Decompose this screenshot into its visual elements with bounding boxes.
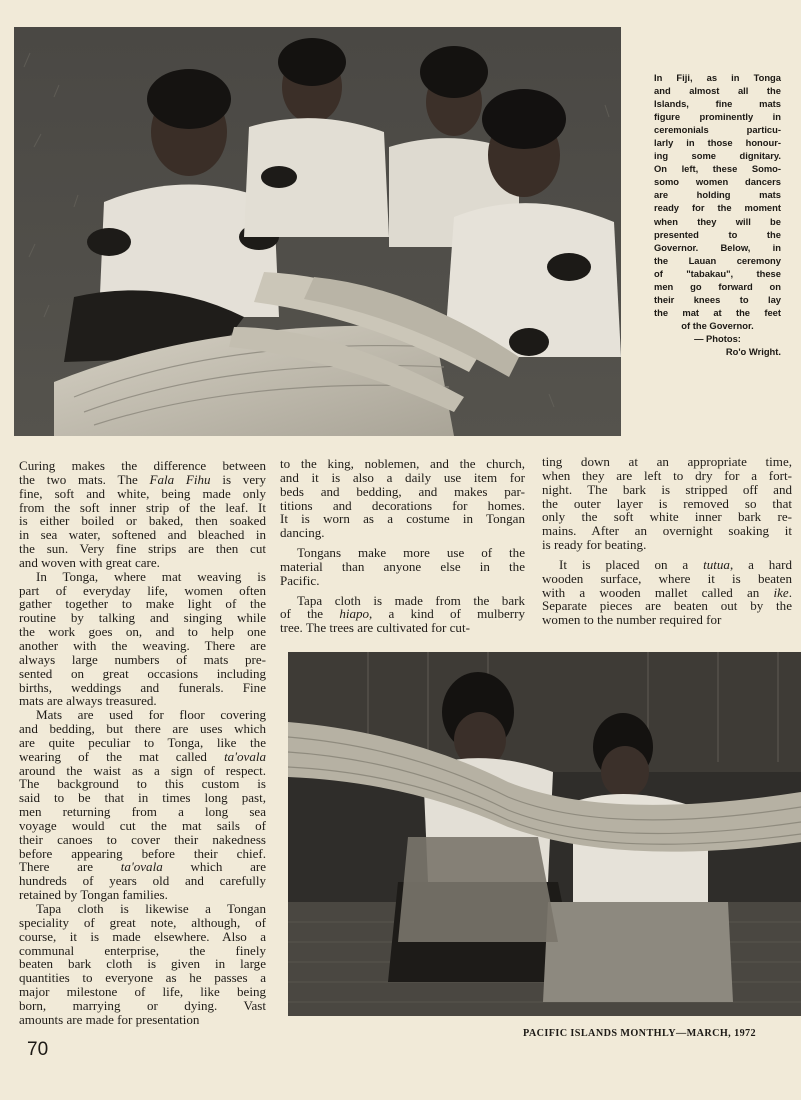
caption-line: somo women dancers [654,176,781,188]
caption-line: men go forward on [654,280,781,292]
article-text-line: material than anyone else in the [280,558,525,574]
article-text-line: Mats are used for floor covering [36,707,266,723]
caption-line: ing some dignitary. [654,150,781,162]
article-column-1 [19,459,266,1027]
caption-line: the mat at the feet [654,306,781,318]
article-text-line: fine, soft and white, being made only [19,485,266,501]
article-text-line: amounts are made for presentation [19,1011,200,1027]
article-text-line: course, it is made elsewhere. Also a [19,928,266,944]
article-text-line: titions and decorations for homes. [280,497,525,513]
photo-women-dancers-image [14,27,621,436]
article-text-line: with a wooden mallet called an ike. [542,584,792,600]
article-text-line: of the hiapo, a kind of mulberry [280,606,525,622]
article-text-line: in sea water, softened and bleached in [19,527,266,543]
article-text-line: Tapa cloth is made from the bark [297,592,525,608]
article-text-line: In Tonga, where mat weaving is [36,568,266,584]
photo-men-kneeling-image [288,652,801,1016]
article-text-line: from the soft inner strip of the leaf. It [19,499,266,515]
article-text-line: the work goes on, and to help one [19,624,266,640]
caption-line: are holding mats [654,189,781,201]
article-text-line: hundreds of years old and carefully [19,873,266,889]
article-text-line: their canoes to cover their nakedness [19,831,266,847]
article-text-line: men returning from a long sea [19,804,266,820]
article-text-line: are quite peculiar to Tonga, like the [19,734,266,750]
article-text-line: wooden surface, where it is beaten [542,570,792,586]
article-text-line: Separate pieces are beaten out by the [542,598,792,614]
article-text-line: Tongans make more use of the [297,545,525,561]
photo-women-dancers-with-mats [14,27,621,436]
article-text-line: beds and bedding, and makes par- [280,483,525,499]
caption-line: of "tabakau", these [654,267,781,279]
article-text-line: speciality of great note, although, of [19,914,266,930]
article-text-line: mains. After an overnight soaking it [542,523,792,539]
article-text-line: and woven with great care. [19,554,160,570]
article-text-line: always large numbers of mats pre- [19,651,266,667]
article-text-line: voyage would cut the mat sails of [19,817,266,833]
caption-line: their knees to lay [654,293,781,305]
article-text-line: sented on great occasions including [19,665,266,681]
caption-line: figure prominently in [654,111,781,123]
article-text-line: and bedding, but there are uses which [19,721,266,737]
article-text-line: Pacific. [280,572,320,588]
page-number: 70 [27,1039,49,1060]
article-text-line: wearing of the mat called ta'ovala [19,748,266,764]
article-text-line: mats are always treasured. [19,693,157,709]
article-text-line: around the waist as a sign of respect. [19,762,266,778]
article-text-line: gather together to make light of the [19,596,266,612]
article-column-3 [542,455,792,627]
article-text-line: It is placed on a tutua, a hard [559,556,792,572]
caption-line: larly in those honour- [654,137,781,149]
article-text-line: dancing. [280,525,325,541]
article-text-line: part of everyday life, women often [19,582,266,598]
article-text-line: when they are left to dry for a fort- [542,467,792,483]
article-text-line: the outer layer is removed so that [542,495,792,511]
caption-line: ready for the moment [654,202,781,214]
caption-line: when they will be [654,215,781,227]
caption-line: On left, these Somo- [654,163,781,175]
article-text-line: the sun. Very fine strips are then cut [19,541,266,557]
article-text-line: quantities to everyone as he passes a [19,970,266,986]
caption-line: presented to the [654,228,781,240]
caption-line: In Fiji, as in Tonga [654,72,781,83]
article-text-line: births, weddings and funerals. Fine [19,679,266,695]
article-text-line: said to be that in times long past, [19,790,266,806]
article-text-line: beaten bark cloth is given in large [19,956,266,972]
article-text-line: born, marrying or dying. Vast [19,997,266,1013]
caption-line: ceremonials particu- [654,124,781,136]
photo-caption [654,71,781,358]
article-text-line: another with the weaving. There are [19,637,266,653]
caption-line: of the Governor. [681,319,754,331]
article-text-line: retained by Tongan families. [19,887,168,903]
article-text-line: Tapa cloth is likewise a Tongan [36,901,266,916]
article-text-line: communal enterprise, the finely [19,942,266,958]
running-footer: PACIFIC ISLANDS MONTHLY—MARCH, 1972 [523,1028,757,1039]
article-text-line: night. The bark is stripped off and [542,481,792,497]
article-text-line: The background to this custom is [19,776,266,792]
article-text-line: the two mats. The Fala Fihu is very [19,471,266,487]
article-text-line: There are ta'ovala which are [19,859,266,875]
caption-photo-credit-name: Ro'o Wright. [725,345,781,357]
caption-line: Islands, fine mats [654,98,781,110]
caption-line: the Lauan ceremony [654,254,781,266]
article-text-line: to the king, noblemen, and the church, [280,456,525,471]
caption-photo-credit-label: — Photos: [694,332,741,344]
photo-men-kneeling-with-mat [288,652,801,1016]
article-text-line: ting down at an appropriate time, [542,454,792,469]
article-text-line: is either boiled or baked, then soaked [19,513,266,529]
caption-line: and almost all the [654,85,781,97]
article-text-line: It is worn as a costume in Tongan [280,511,525,527]
article-column-2 [280,457,525,635]
article-text-line: routine by talking and singing while [19,610,266,626]
caption-line: Governor. Below, in [654,241,781,253]
article-text-line: only the soft white inner bark re- [542,509,792,525]
article-text-line: before appearing before their chief. [19,845,266,861]
article-text-line: Curing makes the difference between [19,458,266,473]
article-text-line: women to the number required for [542,612,722,628]
article-text-line: is ready for beating. [542,537,647,553]
article-text-line: major milestone of life, like being [19,984,266,1000]
article-text-line: tree. The trees are cultivated for cut- [280,620,470,636]
article-text-line: and it is also a daily use item for [280,469,525,485]
